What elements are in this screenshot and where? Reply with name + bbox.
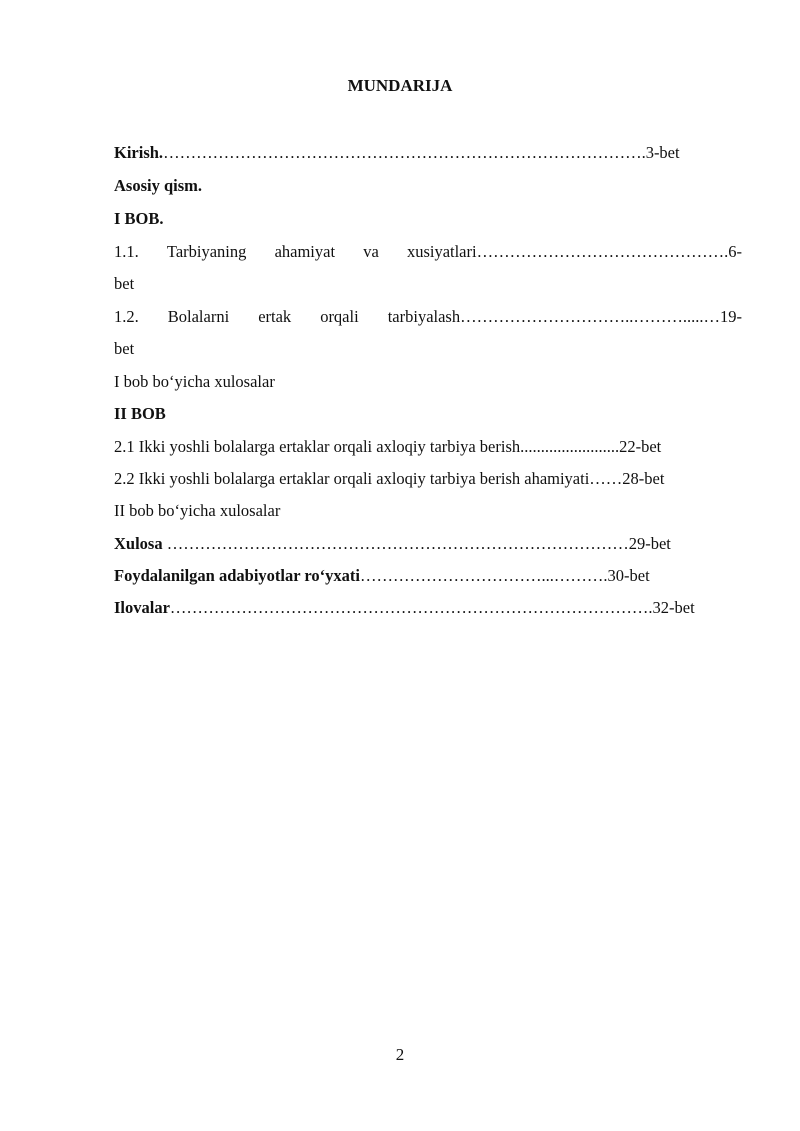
- toc-entry-word: ertak: [258, 307, 292, 326]
- toc-entry-1-2-continuation: bet: [114, 339, 135, 358]
- toc-entry-label: Ilovalar: [114, 598, 170, 617]
- toc-entry-xulosa-bob2: II bob bo‘yicha xulosalar: [114, 501, 281, 520]
- toc-entry-word: va: [363, 242, 379, 261]
- toc-leader-page: …………………………………………………………………………….32-bet: [169, 598, 695, 617]
- toc-entry-2-2: 2.2 Ikki yoshli bolalarga ertaklar orqali axloqiy tarbiya berish ahamiyati……28-bet: [114, 469, 665, 488]
- toc-entry-foydalanilgan: [114, 566, 742, 586]
- toc-entry-1-2: [114, 307, 742, 327]
- toc-entry-kirish: [114, 143, 742, 163]
- page-title: MUNDARIJA: [347, 76, 453, 95]
- toc-entry-word: Bolalarni: [167, 307, 230, 326]
- toc-leader-page: ……………………………...……….30-bet: [360, 566, 650, 585]
- toc-heading-bob2: II BOB: [114, 404, 166, 423]
- toc-entry-1-1-continuation: bet: [114, 274, 135, 293]
- toc-heading-asosiy: Asosiy qism.: [114, 176, 203, 195]
- toc-entry-ilovalar: [114, 598, 742, 618]
- toc-entry-label: Foydalanilgan adabiyotlar ro‘yxati: [114, 566, 361, 585]
- toc-entry-2-1: 2.1 Ikki yoshli bolalarga ertaklar orqali axloqiy tarbiya berish........................22-bet: [114, 437, 662, 456]
- toc-entry-label: Xulosa: [114, 534, 163, 553]
- toc-entry-word: ahamiyat: [274, 242, 336, 261]
- toc-entry-number: 1.1.: [114, 242, 139, 261]
- toc-entry-1-1: [114, 242, 742, 262]
- toc-entry-number: 1.2.: [114, 307, 139, 326]
- toc-leader-page: …………………………………………………………………………29-bet: [162, 534, 671, 553]
- toc-leader-page: …………………………………………………………………………….3-bet: [163, 143, 680, 162]
- toc-entry-word: orqali: [320, 307, 359, 326]
- toc-entry-label: Kirish.: [114, 143, 164, 162]
- toc-entry-word: xusiyatlari……………………………………….6-: [406, 242, 742, 261]
- toc-heading-bob1: I BOB.: [114, 209, 164, 228]
- toc-entry-word: tarbiyalash…………………………..……….....…19-: [387, 307, 742, 326]
- page-number: 2: [395, 1045, 405, 1064]
- toc-entry-xulosa: [114, 534, 742, 554]
- toc-entry-xulosa-bob1: I bob bo‘yicha xulosalar: [114, 372, 275, 391]
- toc-entry-word: Tarbiyaning: [166, 242, 247, 261]
